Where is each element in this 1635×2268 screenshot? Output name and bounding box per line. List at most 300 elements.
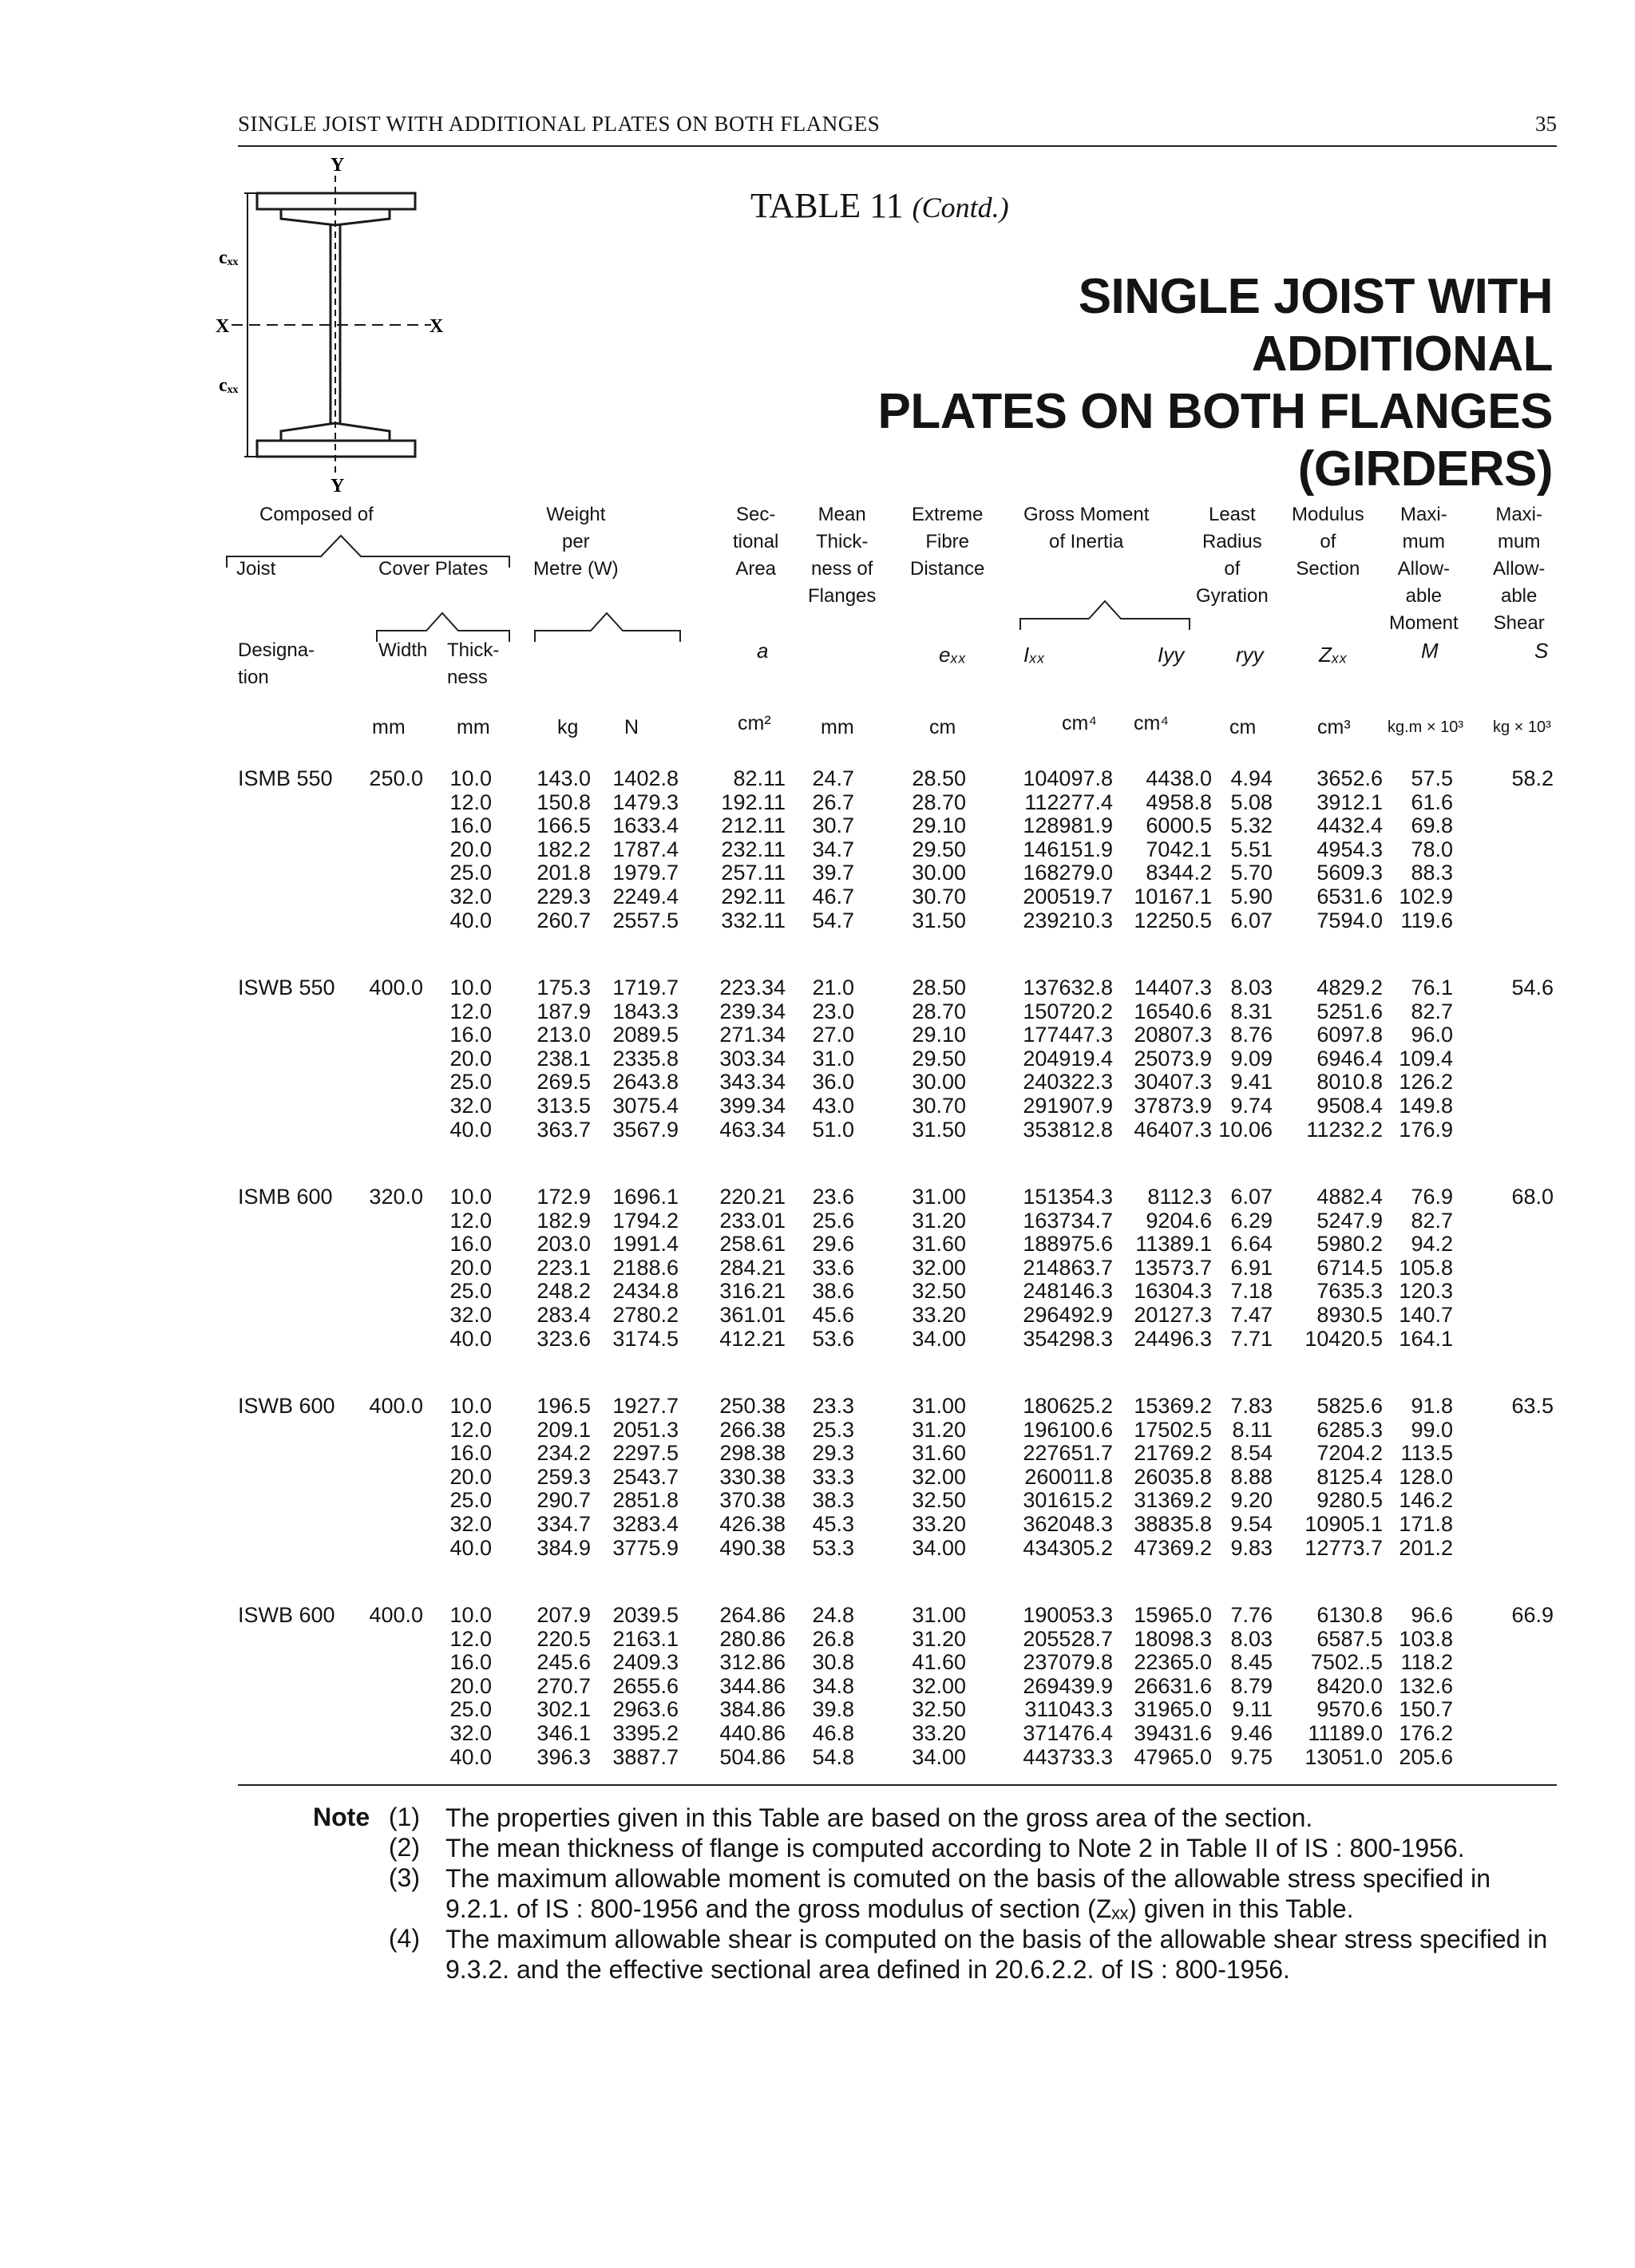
- extreme-fibre-cell: 32.00: [912, 1255, 966, 1280]
- area-cell: 303.34: [719, 1046, 786, 1071]
- max-moment-cell: 201.2: [1399, 1535, 1453, 1560]
- header-least-radius: Least Radius of Gyration: [1196, 504, 1269, 607]
- header-max-moment: Maxi- mum Allow- able Moment: [1389, 504, 1459, 634]
- max-moment-cell: 103.8: [1399, 1626, 1453, 1651]
- table-row: [0, 1418, 1635, 1442]
- table-row: [0, 790, 1635, 814]
- mean-thick-cell: 33.6: [812, 1255, 854, 1280]
- mean-thick-cell: 46.8: [812, 1721, 854, 1745]
- cover-width-cell: 400.0: [369, 1394, 423, 1418]
- max-moment-cell: 128.0: [1399, 1464, 1453, 1489]
- area-cell: 212.11: [721, 813, 786, 838]
- iyy-cell: 31965.0: [1134, 1697, 1212, 1722]
- table-row: [0, 1094, 1635, 1118]
- zxx-cell: 10420.5: [1304, 1326, 1383, 1351]
- mean-thick-cell: 33.3: [812, 1464, 854, 1489]
- symbol-a: a: [757, 639, 769, 663]
- mean-thick-cell: 24.8: [812, 1603, 854, 1627]
- weight-n-cell: 2249.4: [612, 885, 679, 908]
- weight-kg-cell: 245.6: [536, 1650, 591, 1675]
- zxx-cell: 11232.2: [1306, 1117, 1383, 1142]
- header-cover-plates: Cover Plates: [378, 558, 489, 580]
- weight-n-cell: 3174.5: [612, 1326, 679, 1351]
- thickness-cell: 40.0: [449, 1117, 492, 1142]
- mean-thick-cell: 38.6: [812, 1279, 854, 1304]
- max-moment-cell: 88.3: [1411, 861, 1453, 885]
- header-width: Width: [378, 639, 428, 661]
- extreme-fibre-cell: 32.00: [912, 1464, 966, 1489]
- max-moment-cell: 96.0: [1411, 1023, 1453, 1047]
- weight-kg-cell: 384.9: [536, 1535, 591, 1560]
- thickness-cell: 32.0: [449, 1721, 492, 1745]
- iyy-cell: 15369.2: [1134, 1394, 1212, 1418]
- thickness-cell: 25.0: [449, 1070, 492, 1094]
- iyy-cell: 47369.2: [1134, 1535, 1212, 1560]
- weight-kg-cell: 143.0: [536, 766, 591, 790]
- table-row: [0, 1303, 1635, 1327]
- weight-n-cell: 2039.5: [612, 1603, 679, 1627]
- mean-thick-cell: 25.6: [812, 1208, 854, 1233]
- iyy-cell: 7042.1: [1146, 837, 1212, 861]
- unit-area: cm²: [738, 712, 771, 734]
- cover-width-cell: 400.0: [369, 976, 423, 999]
- ryy-cell: 9.74: [1230, 1094, 1273, 1118]
- ryy-cell: 8.79: [1230, 1673, 1273, 1698]
- iyy-cell: 47965.0: [1134, 1744, 1212, 1769]
- area-cell: 264.86: [719, 1603, 786, 1627]
- table-number: TABLE 11: [750, 186, 904, 225]
- area-cell: 316.21: [719, 1279, 786, 1304]
- thickness-cell: 10.0: [449, 766, 492, 790]
- ixx-cell: 362048.3: [1023, 1512, 1113, 1536]
- weight-n-cell: 2780.2: [612, 1303, 679, 1327]
- ixx-cell: 200519.7: [1023, 885, 1113, 908]
- unit-n: N: [624, 716, 639, 738]
- area-cell: 343.34: [719, 1070, 786, 1094]
- mean-thick-cell: 36.0: [812, 1070, 854, 1094]
- header-sectional-area: Sec- tional Area: [733, 504, 779, 580]
- weight-n-cell: 2163.1: [612, 1626, 679, 1651]
- weight-kg-cell: 346.1: [536, 1721, 591, 1745]
- thickness-cell: 40.0: [449, 1744, 492, 1769]
- iyy-cell: 16304.3: [1134, 1279, 1212, 1304]
- zxx-cell: 9508.4: [1316, 1094, 1383, 1118]
- table-row: [0, 1674, 1635, 1698]
- max-moment-cell: 164.1: [1399, 1326, 1453, 1351]
- table-row: [0, 1465, 1635, 1489]
- thickness-cell: 32.0: [449, 1512, 492, 1536]
- mean-thick-cell: 31.0: [812, 1046, 854, 1071]
- weight-kg-cell: 334.7: [536, 1512, 591, 1536]
- unit-zxx: cm³: [1317, 716, 1351, 738]
- unit-m: kg.m × 10³: [1388, 718, 1464, 736]
- header-joist: Joist: [236, 558, 276, 580]
- weight-n-cell: 2643.8: [612, 1070, 679, 1094]
- area-cell: 233.01: [719, 1208, 786, 1233]
- iyy-cell: 46407.3: [1134, 1117, 1212, 1142]
- ryy-cell: 10.06: [1218, 1117, 1273, 1142]
- iyy-cell: 17502.5: [1134, 1417, 1212, 1442]
- weight-kg-cell: 313.5: [536, 1094, 591, 1118]
- zxx-cell: 8930.5: [1316, 1303, 1383, 1327]
- zxx-cell: 6130.8: [1316, 1603, 1383, 1627]
- mean-thick-cell: 23.6: [812, 1185, 854, 1209]
- weight-kg-cell: 203.0: [536, 1232, 591, 1257]
- weight-kg-cell: 270.7: [536, 1673, 591, 1698]
- running-header: [238, 110, 1557, 147]
- extreme-fibre-cell: 31.60: [912, 1232, 966, 1257]
- area-cell: 284.21: [719, 1255, 786, 1280]
- table-row: [0, 1394, 1635, 1418]
- weight-kg-cell: 229.3: [536, 885, 591, 908]
- table-row: [0, 1536, 1635, 1560]
- ixx-cell: 353812.8: [1023, 1117, 1113, 1142]
- max-moment-cell: 146.2: [1399, 1488, 1453, 1513]
- table-row: [0, 1488, 1635, 1512]
- extreme-fibre-cell: 31.00: [912, 1394, 966, 1418]
- area-cell: 361.01: [719, 1303, 786, 1327]
- thickness-cell: 40.0: [449, 1535, 492, 1560]
- extreme-fibre-cell: 29.10: [912, 1023, 966, 1047]
- iyy-cell: 30407.3: [1134, 1070, 1212, 1094]
- cxx-label-top: cₓₓ: [219, 247, 239, 268]
- iyy-cell: 31369.2: [1134, 1488, 1212, 1513]
- max-moment-cell: 118.2: [1400, 1650, 1453, 1675]
- thickness-cell: 12.0: [449, 1208, 492, 1233]
- extreme-fibre-cell: 34.00: [912, 1326, 966, 1351]
- weight-kg-cell: 269.5: [536, 1070, 591, 1094]
- ryy-cell: 7.76: [1230, 1603, 1273, 1627]
- weight-kg-cell: 302.1: [536, 1697, 591, 1722]
- mean-thick-cell: 26.8: [812, 1626, 854, 1651]
- max-moment-cell: 120.3: [1399, 1279, 1453, 1304]
- ryy-cell: 9.20: [1230, 1488, 1273, 1513]
- ixx-cell: 240322.3: [1023, 1070, 1113, 1094]
- area-cell: 257.11: [721, 861, 786, 885]
- ryy-cell: 6.29: [1230, 1208, 1273, 1233]
- page-number: 35: [1535, 112, 1557, 136]
- ryy-cell: 8.11: [1232, 1417, 1273, 1442]
- zxx-cell: 4882.4: [1316, 1185, 1383, 1209]
- thickness-cell: 16.0: [449, 1023, 492, 1047]
- extreme-fibre-cell: 29.10: [912, 813, 966, 838]
- area-cell: 223.34: [719, 976, 786, 999]
- note-number: (2): [388, 1833, 420, 1862]
- area-cell: 463.34: [719, 1117, 786, 1142]
- iyy-cell: 24496.3: [1134, 1326, 1212, 1351]
- weight-n-cell: 1843.3: [612, 999, 679, 1023]
- zxx-cell: 8010.8: [1316, 1070, 1383, 1094]
- extreme-fibre-cell: 29.50: [912, 1046, 966, 1071]
- max-moment-cell: 91.8: [1411, 1394, 1453, 1418]
- ixx-cell: 163734.7: [1023, 1208, 1113, 1233]
- ixx-cell: 301615.2: [1023, 1488, 1113, 1513]
- ryy-cell: 9.54: [1230, 1512, 1273, 1536]
- thickness-cell: 25.0: [449, 1279, 492, 1304]
- ryy-cell: 8.88: [1230, 1464, 1273, 1489]
- ryy-cell: 9.75: [1230, 1744, 1273, 1769]
- mean-thick-cell: 30.7: [812, 813, 854, 838]
- iyy-cell: 16540.6: [1134, 999, 1212, 1023]
- table-row: [0, 1441, 1635, 1465]
- unit-exx: cm: [929, 716, 956, 738]
- extreme-fibre-cell: 31.00: [912, 1185, 966, 1209]
- zxx-cell: 6285.3: [1316, 1417, 1383, 1442]
- unit-kg: kg: [557, 716, 579, 738]
- cover-width-cell: 250.0: [369, 766, 423, 790]
- area-cell: 271.34: [719, 1023, 786, 1047]
- thickness-cell: 16.0: [449, 1232, 492, 1257]
- table-row: [0, 1327, 1635, 1351]
- ixx-cell: 443733.3: [1023, 1744, 1113, 1769]
- table-row: [0, 1118, 1635, 1142]
- ixx-cell: 150720.2: [1023, 999, 1113, 1023]
- ixx-cell: 168279.0: [1023, 861, 1113, 885]
- extreme-fibre-cell: 32.50: [912, 1279, 966, 1304]
- table-row: [0, 908, 1635, 932]
- mean-thick-cell: 25.3: [812, 1417, 854, 1442]
- iyy-cell: 39431.6: [1134, 1721, 1212, 1745]
- weight-kg-cell: 260.7: [536, 908, 591, 932]
- extreme-fibre-cell: 33.20: [912, 1303, 966, 1327]
- table-row: [0, 1745, 1635, 1769]
- note-text: The mean thickness of flange is computed according to Note 2 in Table II of IS : 800-1956.: [445, 1834, 1465, 1862]
- weight-kg-cell: 196.5: [536, 1394, 591, 1418]
- y-axis-label-bottom: Y: [331, 476, 345, 495]
- unit-width: mm: [372, 716, 406, 738]
- area-cell: 232.11: [721, 837, 786, 861]
- designation-cell: ISMB 600: [238, 1185, 333, 1209]
- ryy-cell: 7.83: [1230, 1394, 1273, 1418]
- area-cell: 330.38: [719, 1464, 786, 1489]
- weight-n-cell: 1479.3: [612, 790, 679, 814]
- mean-thick-cell: 29.3: [812, 1441, 854, 1466]
- area-cell: 504.86: [719, 1744, 786, 1769]
- area-cell: 332.11: [721, 908, 786, 932]
- max-moment-cell: 94.2: [1411, 1232, 1453, 1257]
- weight-kg-cell: 234.2: [536, 1441, 591, 1466]
- max-moment-cell: 96.6: [1411, 1603, 1453, 1627]
- note-text: The maximum allowable shear is computed on the basis of the allowable shear stress specified in 9.3.2. and the effective sectional area defined in 20.6.2.2. of IS : 800-1956.: [445, 1925, 1548, 1984]
- page-title: [766, 268, 1553, 498]
- iyy-cell: 26631.6: [1134, 1673, 1212, 1698]
- max-moment-cell: 57.5: [1411, 766, 1453, 790]
- table-row: [0, 1256, 1635, 1280]
- area-cell: 82.11: [733, 766, 786, 790]
- iyy-cell: 37873.9: [1134, 1094, 1212, 1118]
- thickness-cell: 25.0: [449, 1697, 492, 1722]
- max-moment-cell: 150.7: [1399, 1697, 1453, 1722]
- thickness-cell: 20.0: [449, 1673, 492, 1698]
- thickness-cell: 20.0: [449, 837, 492, 861]
- title-line-1: SINGLE JOIST WITH ADDITIONAL: [1078, 269, 1553, 382]
- ryy-cell: 5.08: [1230, 790, 1273, 814]
- ixx-cell: 128981.9: [1023, 813, 1113, 838]
- symbol-iyy: Iyy: [1158, 643, 1185, 667]
- thickness-cell: 20.0: [449, 1255, 492, 1280]
- symbol-s: S: [1534, 639, 1549, 663]
- max-moment-cell: 69.8: [1411, 813, 1453, 838]
- extreme-fibre-cell: 31.00: [912, 1603, 966, 1627]
- table-row: [0, 1512, 1635, 1536]
- extreme-fibre-cell: 30.00: [912, 861, 966, 885]
- ixx-cell: 204919.4: [1023, 1046, 1113, 1071]
- area-cell: 292.11: [721, 885, 786, 908]
- table-row: [0, 1279, 1635, 1303]
- iyy-cell: 4958.8: [1146, 790, 1212, 814]
- weight-n-cell: 1696.1: [612, 1185, 679, 1209]
- header-designation: Designa- tion: [238, 639, 315, 688]
- ryy-cell: 7.18: [1230, 1279, 1273, 1304]
- mean-thick-cell: 51.0: [812, 1117, 854, 1142]
- table-row: [0, 1232, 1635, 1256]
- cxx-label-bottom: cₓₓ: [219, 375, 239, 396]
- zxx-cell: 8125.4: [1316, 1464, 1383, 1489]
- note-number: (3): [388, 1863, 420, 1892]
- extreme-fibre-cell: 28.70: [912, 999, 966, 1023]
- table-row: [0, 1721, 1635, 1745]
- max-moment-cell: 102.9: [1399, 885, 1453, 908]
- mean-thick-cell: 27.0: [812, 1023, 854, 1047]
- ixx-cell: 291907.9: [1023, 1094, 1113, 1118]
- extreme-fibre-cell: 34.00: [912, 1535, 966, 1560]
- ryy-cell: 8.03: [1230, 1626, 1273, 1651]
- max-shear-cell: 54.6: [1511, 976, 1554, 999]
- table-caption: [750, 185, 1009, 226]
- mean-thick-cell: 46.7: [812, 885, 854, 908]
- ixx-cell: 260011.8: [1024, 1464, 1113, 1489]
- zxx-cell: 7635.3: [1316, 1279, 1383, 1304]
- header-composed-of: Composed of: [259, 504, 374, 525]
- unit-thickness: mm: [457, 716, 490, 738]
- max-shear-cell: 63.5: [1511, 1394, 1554, 1418]
- weight-n-cell: 2963.6: [612, 1697, 679, 1722]
- max-moment-cell: 171.8: [1399, 1512, 1453, 1536]
- weight-kg-cell: 166.5: [536, 813, 591, 838]
- extreme-fibre-cell: 28.50: [912, 976, 966, 999]
- symbol-zxx: Zₓₓ: [1319, 643, 1348, 667]
- ryy-cell: 9.41: [1230, 1070, 1273, 1094]
- note-number: (1): [388, 1803, 420, 1831]
- table-row: [0, 976, 1635, 999]
- thickness-cell: 16.0: [449, 813, 492, 838]
- zxx-cell: 5247.9: [1316, 1208, 1383, 1233]
- area-cell: 490.38: [719, 1535, 786, 1560]
- header-mean-thickness: Mean Thick- ness of Flanges: [808, 504, 877, 607]
- symbol-ryy: ryy: [1236, 643, 1264, 667]
- iyy-cell: 12250.5: [1134, 908, 1212, 932]
- ixx-cell: 188975.6: [1023, 1232, 1113, 1257]
- thickness-cell: 12.0: [449, 790, 492, 814]
- extreme-fibre-cell: 32.00: [912, 1673, 966, 1698]
- ixx-cell: 248146.3: [1023, 1279, 1113, 1304]
- extreme-fibre-cell: 33.20: [912, 1721, 966, 1745]
- weight-n-cell: 2188.6: [612, 1255, 679, 1280]
- unit-ryy: cm: [1229, 716, 1257, 738]
- weight-kg-cell: 213.0: [536, 1023, 591, 1047]
- ixx-cell: 180625.2: [1023, 1394, 1113, 1418]
- weight-kg-cell: 172.9: [536, 1185, 591, 1209]
- max-moment-cell: 140.7: [1399, 1303, 1453, 1327]
- header-max-shear: Maxi- mum Allow- able Shear: [1493, 504, 1546, 634]
- extreme-fibre-cell: 34.00: [912, 1744, 966, 1769]
- zxx-cell: 5609.3: [1316, 861, 1383, 885]
- area-cell: 426.38: [719, 1512, 786, 1536]
- max-shear-cell: 66.9: [1511, 1603, 1554, 1627]
- zxx-cell: 3912.1: [1316, 790, 1383, 814]
- ixx-cell: 146151.9: [1023, 837, 1113, 861]
- header-modulus: Modulus of Section: [1292, 504, 1364, 580]
- weight-kg-cell: 238.1: [536, 1046, 591, 1071]
- ryy-cell: 8.03: [1230, 976, 1273, 999]
- weight-n-cell: 1927.7: [612, 1394, 679, 1418]
- mean-thick-cell: 38.3: [812, 1488, 854, 1513]
- mean-thick-cell: 53.3: [812, 1535, 854, 1560]
- extreme-fibre-cell: 28.70: [912, 790, 966, 814]
- unit-ixx: cm⁴: [1062, 712, 1098, 734]
- max-moment-cell: 126.2: [1399, 1070, 1453, 1094]
- thickness-cell: 20.0: [449, 1046, 492, 1071]
- extreme-fibre-cell: 31.60: [912, 1441, 966, 1466]
- zxx-cell: 4829.2: [1316, 976, 1383, 999]
- mean-thick-cell: 43.0: [812, 1094, 854, 1118]
- table-row: [0, 885, 1635, 908]
- area-cell: 399.34: [719, 1094, 786, 1118]
- ryy-cell: 7.47: [1230, 1303, 1273, 1327]
- table-row: [0, 1209, 1635, 1233]
- weight-bracket: [533, 607, 682, 642]
- header-gross-moment: Gross Moment of Inertia: [1023, 504, 1150, 552]
- zxx-cell: 11189.0: [1308, 1721, 1383, 1745]
- zxx-cell: 10905.1: [1304, 1512, 1383, 1536]
- zxx-cell: 9570.6: [1316, 1697, 1383, 1722]
- y-axis-label-top: Y: [331, 155, 345, 176]
- table-row: [0, 766, 1635, 790]
- zxx-cell: 5825.6: [1316, 1394, 1383, 1418]
- x-axis-label-left: X: [216, 316, 230, 337]
- designation-cell: ISMB 550: [238, 766, 333, 790]
- weight-n-cell: 2051.3: [612, 1417, 679, 1442]
- ryy-cell: 9.09: [1230, 1046, 1273, 1071]
- zxx-cell: 5251.6: [1316, 999, 1383, 1023]
- weight-kg-cell: 175.3: [536, 976, 591, 999]
- ixx-cell: 227651.7: [1023, 1441, 1113, 1466]
- zxx-cell: 4432.4: [1316, 813, 1383, 838]
- note-number: (4): [388, 1924, 420, 1953]
- weight-n-cell: 1402.8: [612, 766, 679, 790]
- x-axis-label-right: X: [430, 316, 444, 337]
- thickness-cell: 12.0: [449, 1626, 492, 1651]
- mean-thick-cell: 26.7: [812, 790, 854, 814]
- designation-cell: ISWB 600: [238, 1603, 335, 1627]
- table-row: [0, 999, 1635, 1023]
- ryy-cell: 6.91: [1230, 1255, 1273, 1280]
- max-moment-cell: 119.6: [1400, 908, 1453, 932]
- table-row: [0, 813, 1635, 837]
- zxx-cell: 7204.2: [1316, 1441, 1383, 1466]
- thickness-cell: 32.0: [449, 1303, 492, 1327]
- extreme-fibre-cell: 30.70: [912, 885, 966, 908]
- area-cell: 266.38: [719, 1417, 786, 1442]
- running-title: SINGLE JOIST WITH ADDITIONAL PLATES ON BOTH FLANGES: [238, 112, 881, 136]
- thickness-cell: 32.0: [449, 1094, 492, 1118]
- table-row: [0, 1047, 1635, 1071]
- max-moment-cell: 176.2: [1399, 1721, 1453, 1745]
- mean-thick-cell: 54.7: [812, 908, 854, 932]
- ixx-cell: 112277.4: [1024, 790, 1113, 814]
- weight-kg-cell: 290.7: [536, 1488, 591, 1513]
- area-cell: 220.21: [719, 1185, 786, 1209]
